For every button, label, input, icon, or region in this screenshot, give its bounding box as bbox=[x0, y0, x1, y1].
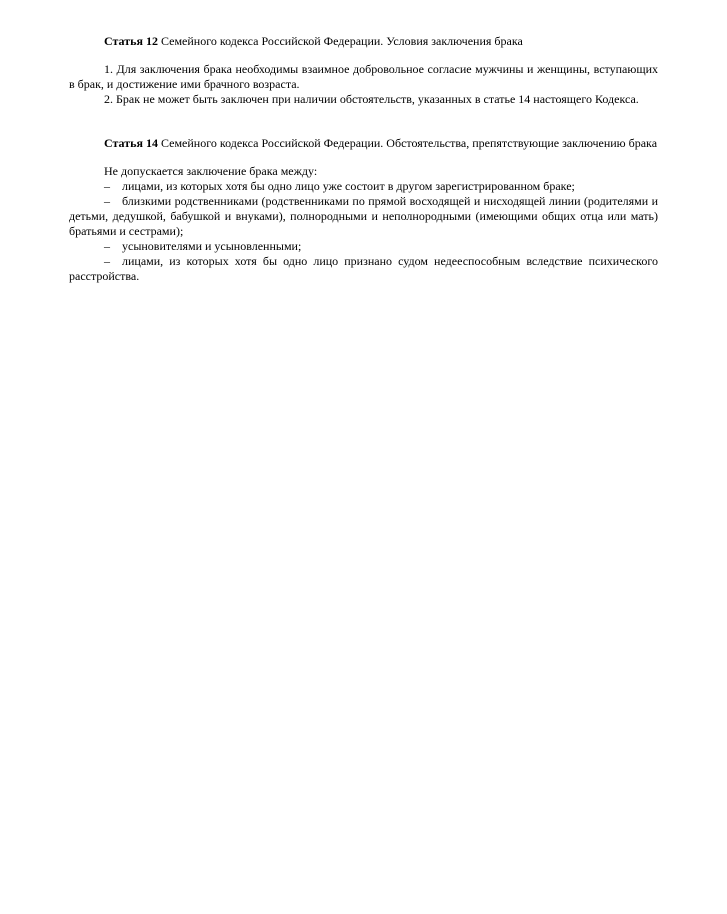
item-text: близкими родственниками (родственниками по прямой восходящей и нисходящей линии (родителями и детьми, дедушкой, бабушкой и внуками), полнородными и неполнородными (имеющими общих отца или мать) братьями и сестрами); bbox=[69, 194, 658, 238]
item-text: лицами, из которых хотя бы одно лицо уже состоит в другом зарегистрированном браке; bbox=[122, 179, 575, 193]
article-14-title: Семейного кодекса Российской Федерации. Обстоятельства, препятствующие заключению брака bbox=[157, 136, 658, 150]
article-12-item-1 bbox=[69, 62, 658, 92]
dash-marker: – bbox=[104, 254, 110, 268]
article-14-item-2 bbox=[69, 194, 658, 239]
dash-marker: – bbox=[104, 239, 110, 253]
article-12-heading bbox=[69, 34, 658, 49]
item-number: 2. bbox=[104, 92, 113, 106]
article-14-item-3 bbox=[69, 239, 658, 254]
article-14-heading bbox=[69, 136, 658, 151]
item-text: Брак не может быть заключен при наличии обстоятельств, указанных в статье 14 настоящего Кодекса. bbox=[113, 92, 639, 106]
article-12-label: Статья 12 bbox=[104, 34, 158, 48]
article-14-item-4 bbox=[69, 254, 658, 284]
dash-marker: – bbox=[104, 179, 110, 193]
article-14-intro: Не допускается заключение брака между: bbox=[104, 164, 318, 178]
dash-marker: – bbox=[104, 194, 110, 208]
article-12-item-2 bbox=[69, 92, 658, 107]
article-14-item-1 bbox=[69, 179, 658, 194]
item-text: лицами, из которых хотя бы одно лицо признано судом недееспособным вследствие психического расстройства. bbox=[69, 254, 658, 283]
item-text: усыновителями и усыновленными; bbox=[122, 239, 302, 253]
document-page bbox=[69, 34, 658, 284]
item-text: Для заключения брака необходимы взаимное добровольное согласие мужчины и женщины, вступающих в брак, и достижение ими брачного возраста. bbox=[69, 62, 658, 91]
article-14-label: Статья 14 bbox=[104, 136, 158, 150]
article-12-title: Семейного кодекса Российской Федерации. Условия заключения брака bbox=[157, 34, 523, 48]
item-number: 1. bbox=[104, 62, 113, 76]
